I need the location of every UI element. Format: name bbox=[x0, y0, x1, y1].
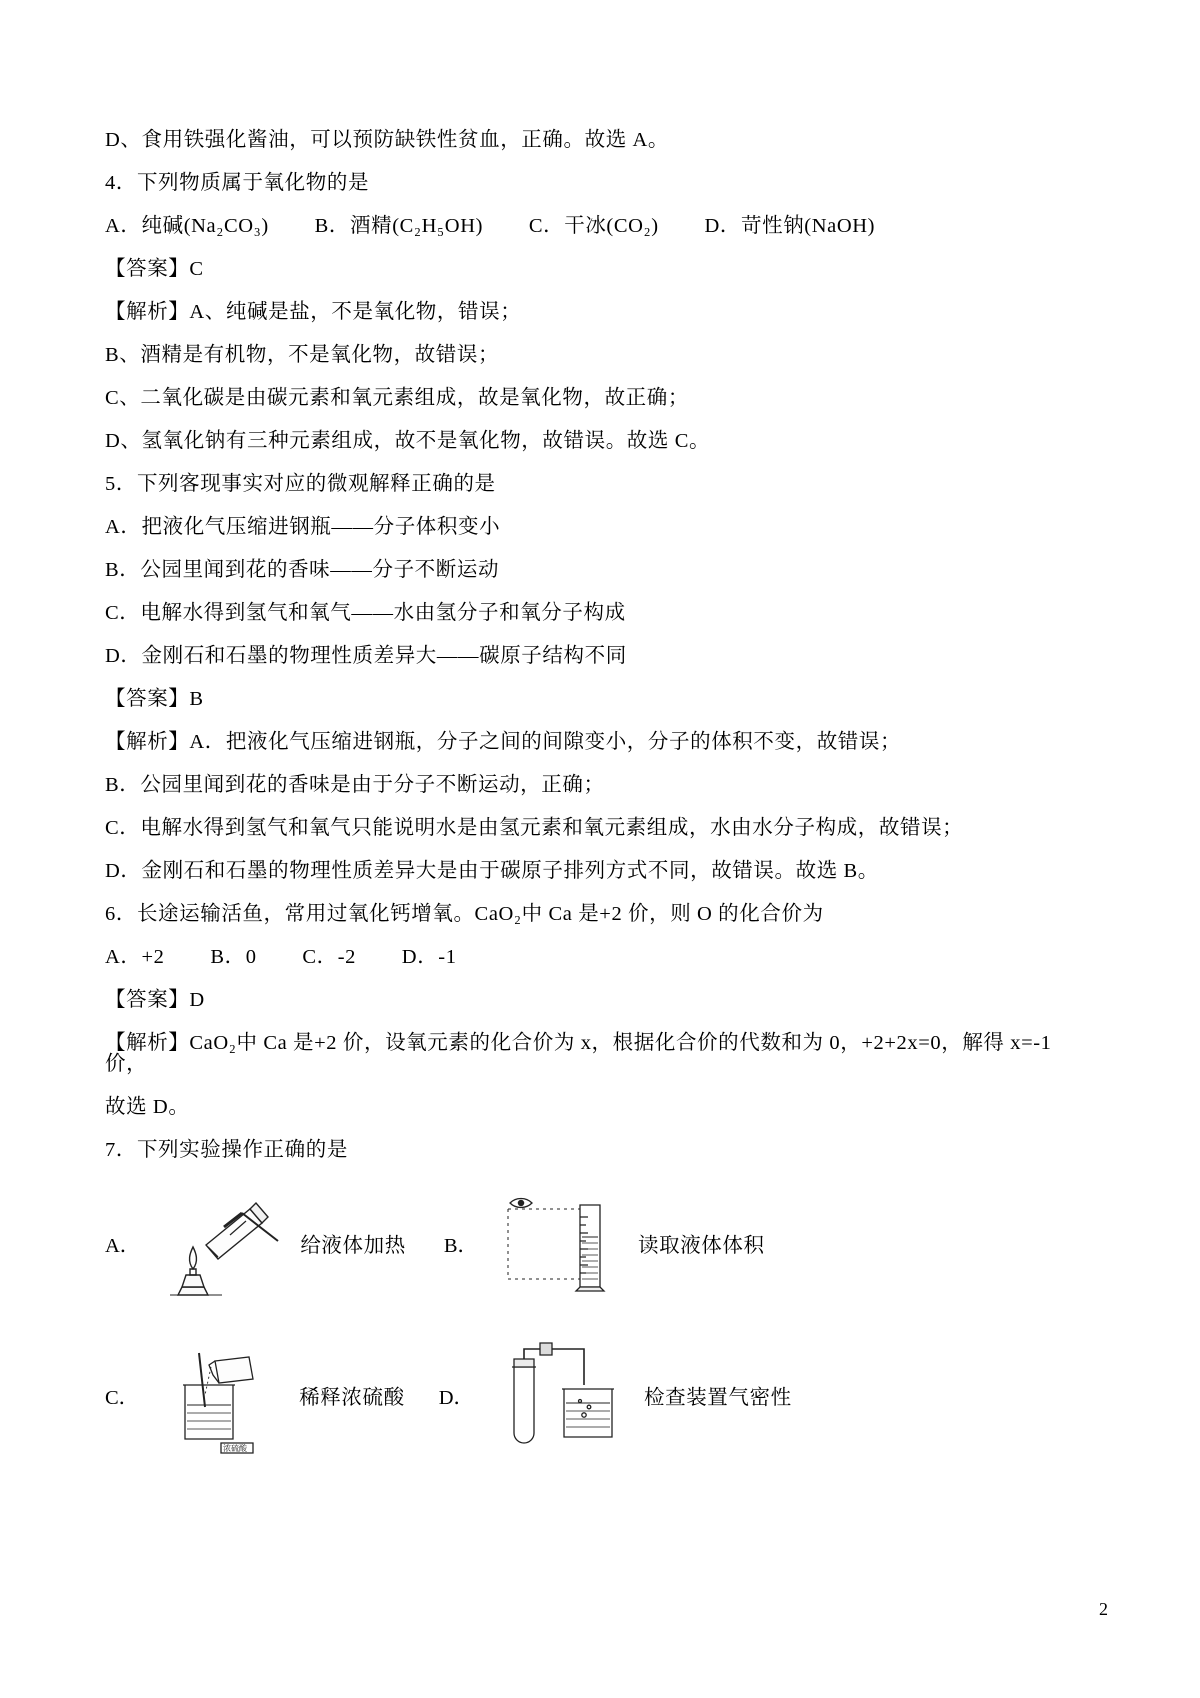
question-7-option-b bbox=[444, 1183, 765, 1303]
measuring-cylinder-figure bbox=[484, 1183, 624, 1303]
question-7-option-c-caption: 稀释浓硫酸 bbox=[299, 1387, 405, 1409]
airtightness-check-figure bbox=[480, 1333, 630, 1458]
page-number: 2 bbox=[1099, 1599, 1108, 1619]
question-4-stem: 4．下列物质属于氧化物的是 bbox=[105, 172, 370, 194]
question-5-explanation-b: B．公园里闻到花的香味是由于分子不断运动，正确； bbox=[105, 774, 605, 796]
question-7-option-c bbox=[105, 1335, 405, 1455]
question-7-option-d-label: D． bbox=[438, 1387, 474, 1409]
question-7-option-b-label: B． bbox=[443, 1234, 478, 1257]
question-5-option-b: B．公园里闻到花的香味——分子不断运动 bbox=[105, 559, 500, 581]
question-4-options: A．纯碱(Na₂CO₃) B．酒精(C₂H₅OH) C．干冰(CO₂) D．苛性钠(NaOH) bbox=[105, 215, 876, 237]
question-4-answer: 【答案】C bbox=[105, 258, 204, 280]
question-5-option-a: A．把液化气压缩进钢瓶——分子体积变小 bbox=[105, 516, 501, 538]
question-4-explanation-b: B、酒精是有机物，不是氧化物，故错误； bbox=[105, 344, 500, 366]
question-7-option-d-caption: 检查装置气密性 bbox=[644, 1387, 792, 1409]
question-5-explanation-d: D．金刚石和石墨的物理性质差异大是由于碳原子排列方式不同，故错误。故选 B。 bbox=[105, 860, 879, 882]
question-6-explanation-cont: 故选 D。 bbox=[105, 1095, 190, 1118]
question-4-explanation-a: 【解析】A、纯碱是盐，不是氧化物，错误； bbox=[105, 301, 522, 323]
question-7-row-2 bbox=[105, 1333, 1095, 1458]
question-7-option-c-label: C． bbox=[105, 1387, 140, 1409]
question-7-row-1 bbox=[105, 1183, 1095, 1303]
question-6-options: A．+2 B．0 C．-2 D．-1 bbox=[105, 946, 457, 968]
question-7-stem: 7．下列实验操作正确的是 bbox=[105, 1138, 348, 1161]
question-5-stem: 5．下列客现事实对应的微观解释正确的是 bbox=[105, 473, 496, 495]
heating-liquid-figure bbox=[146, 1183, 286, 1303]
question-6-explanation: 【解析】CaO₂中 Ca 是+2 价，设氧元素的化合价为 x，根据化合价的代数和为 0，+2+2x=0，解得 x=-1 价， bbox=[105, 1032, 1058, 1075]
question-5-explanation-c: C．电解水得到氢气和氧气只能说明水是由氢元素和氧元素组成，水由水分子构成，故错误； bbox=[105, 817, 964, 839]
question-4-explanation-c: C、二氧化碳是由碳元素和氧元素组成，故是氧化物，故正确； bbox=[105, 387, 689, 409]
question-7-option-d bbox=[439, 1333, 792, 1458]
question-7-option-a-caption: 给液体加热 bbox=[300, 1234, 406, 1257]
question-7-option-a-label: A． bbox=[105, 1234, 141, 1257]
question-6-stem: 6．长途运输活鱼，常用过氧化钙增氧。CaO₂中 Ca 是+2 价，则 O 的化合价为 bbox=[105, 903, 824, 925]
question-7-option-a bbox=[105, 1183, 406, 1303]
question-5-option-d: D．金刚石和石墨的物理性质差异大——碳原子结构不同 bbox=[105, 645, 627, 667]
question-4-explanation-d: D、氢氧化钠有三种元素组成，故不是氧化物，故错误。故选 C。 bbox=[105, 430, 711, 452]
question-6-answer: 【答案】D bbox=[105, 989, 205, 1011]
svg-text:浓硫酸: 浓硫酸 bbox=[223, 1444, 248, 1453]
question-7-option-b-caption: 读取液体体积 bbox=[638, 1234, 765, 1257]
question-5-answer: 【答案】B bbox=[105, 688, 204, 710]
diluting-acid-figure bbox=[145, 1335, 285, 1455]
question-5-explanation-a: 【解析】A．把液化气压缩进钢瓶，分子之间的间隙变小，分子的体积不变，故错误； bbox=[105, 731, 902, 753]
question-5-option-c: C．电解水得到氢气和氧气——水由氢分子和氧分子构成 bbox=[105, 602, 626, 624]
text-line: D、食用铁强化酱油，可以预防缺铁性贫血，正确。故选 A。 bbox=[105, 129, 670, 151]
